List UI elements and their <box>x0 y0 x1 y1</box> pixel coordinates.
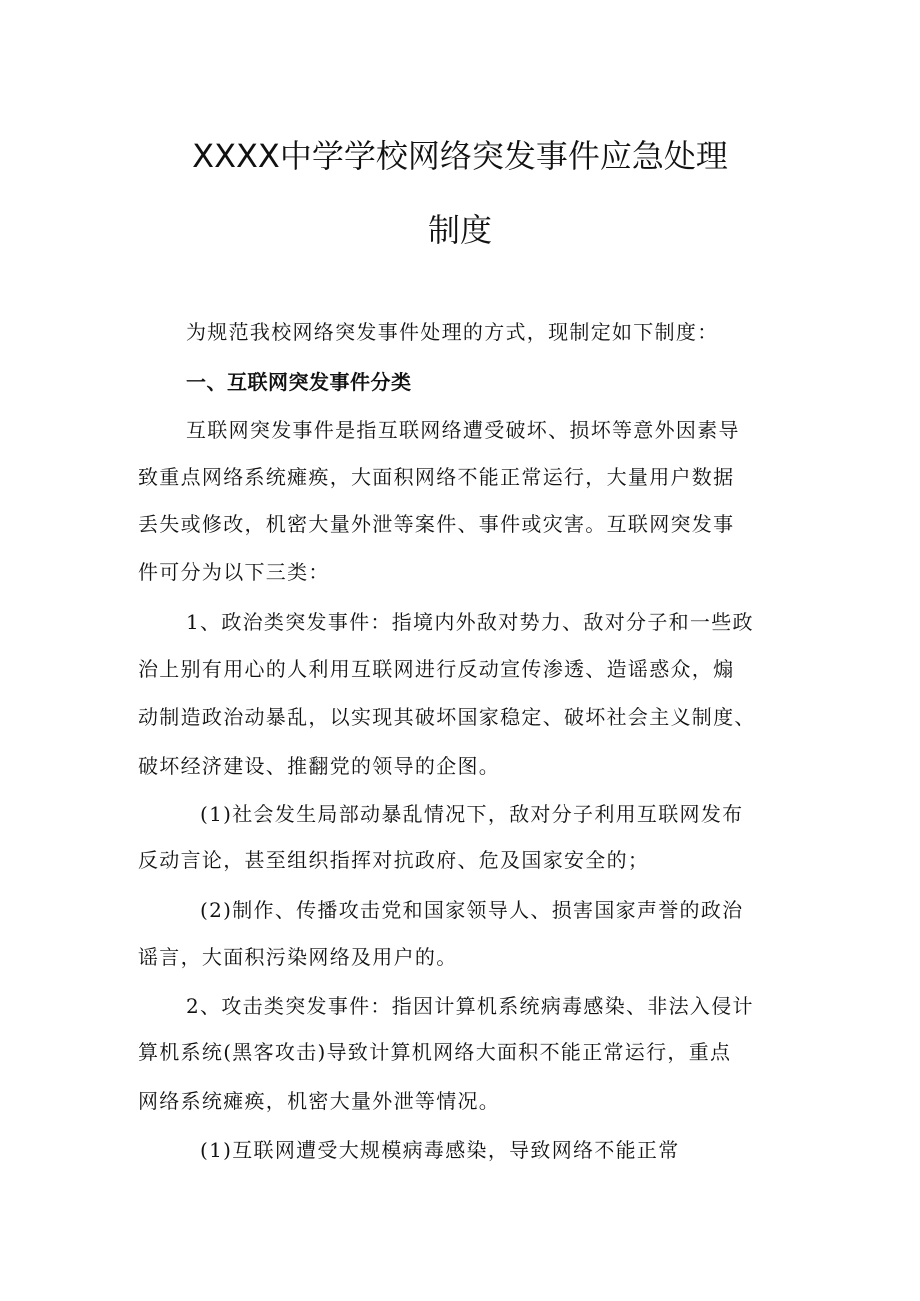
paragraph-line: 丢失或修改，机密大量外泄等案件、事件或灾害。互联网突发事 <box>138 512 735 536</box>
paragraph-line: 破坏经济建设、推翻党的领导的企图。 <box>138 754 501 778</box>
paragraph-line: 谣言，大面积污染网络及用户的。 <box>138 945 458 969</box>
paragraph-line: 2、攻击类突发事件：指因计算机系统病毒感染、非法入侵计 <box>186 994 754 1018</box>
paragraph-line: 算机系统(黑客攻击)导致计算机网络大面积不能正常运行，重点 <box>138 1040 732 1064</box>
paragraph-line: (1)社会发生局部动暴乱情况下，敌对分子利用互联网发布 <box>200 802 744 826</box>
paragraph-line: (1)互联网遭受大规模病毒感染，导致网络不能正常 <box>200 1138 680 1162</box>
document-title-line-1: XXXX中学学校网络突发事件应急处理 <box>192 137 728 175</box>
paragraph-line: 件可分为以下三类： <box>138 560 330 584</box>
paragraph-line: 1、政治类突发事件：指境内外敌对势力、敌对分子和一些政 <box>186 610 754 634</box>
intro-paragraph: 为规范我校网络突发事件处理的方式，现制定如下制度： <box>186 320 719 344</box>
paragraph-line: 治上别有用心的人利用互联网进行反动宣传渗透、造谣惑众，煽 <box>138 657 735 681</box>
paragraph-line: 致重点网络系统瘫痪，大面积网络不能正常运行，大量用户数据 <box>138 465 735 489</box>
paragraph-line: 反动言论，甚至组织指挥对抗政府、危及国家安全的； <box>138 848 650 872</box>
paragraph-line: 网络系统瘫痪，机密大量外泄等情况。 <box>138 1089 501 1113</box>
paragraph-line: 互联网突发事件是指互联网络遭受破坏、损坏等意外因素导 <box>186 418 740 442</box>
document-title-line-2: 制度 <box>427 211 492 249</box>
paragraph-line: (2)制作、传播攻击党和国家领导人、损害国家声誉的政治 <box>200 898 744 922</box>
paragraph-line: 动制造政治动暴乱，以实现其破坏国家稳定、破坏社会主义制度、 <box>138 705 756 729</box>
section-1-heading: 一、互联网突发事件分类 <box>186 370 412 394</box>
